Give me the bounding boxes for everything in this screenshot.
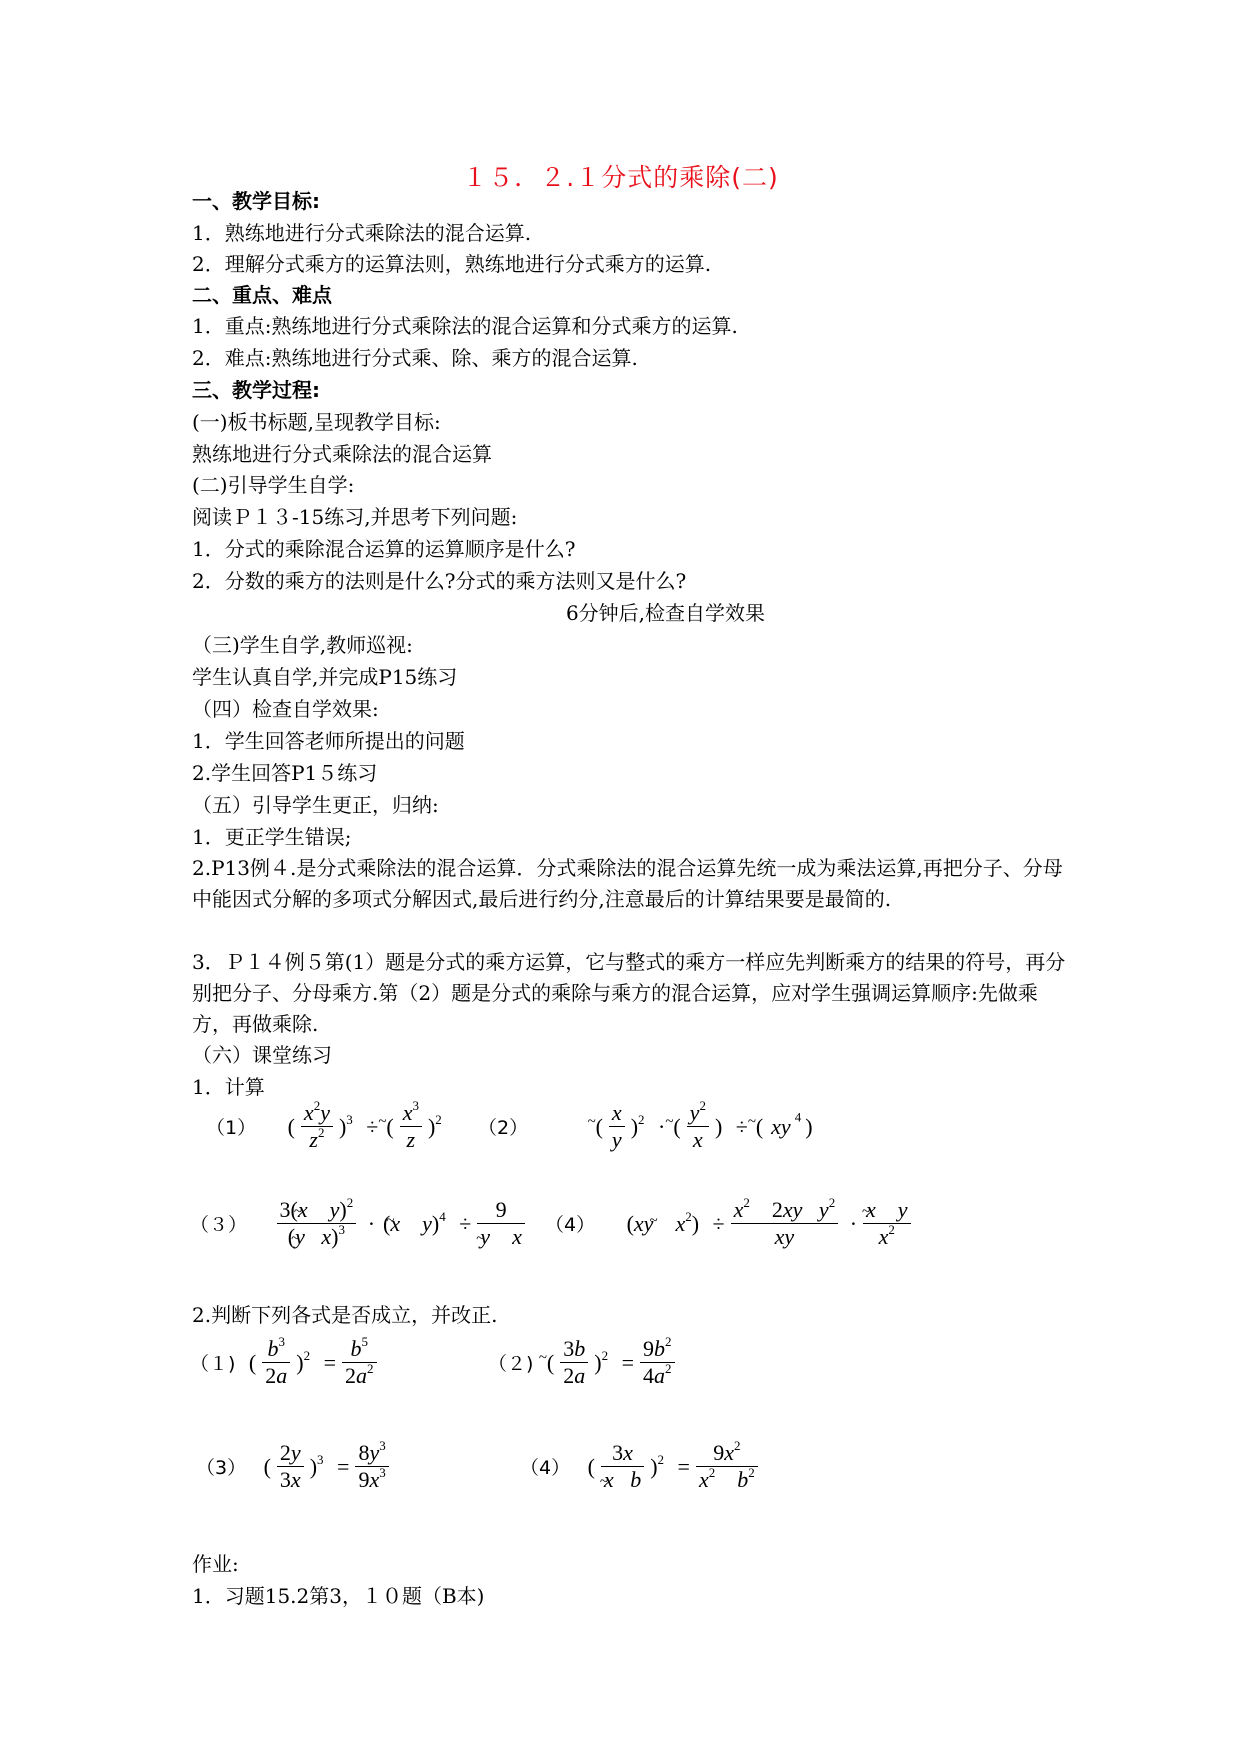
- exercise-label: （2）: [478, 1117, 529, 1139]
- part1-text: 熟练地进行分式乘除法的混合运算: [192, 442, 492, 466]
- exercise-1-1: （1） ( $\frac{x^2y}{z^2}$ )$^3$ ÷ ( $\frac{x^3}{z}$ )$^2$: [206, 1098, 442, 1152]
- exercise-label: （３）: [190, 1214, 248, 1236]
- exercise-label: （4）: [545, 1214, 596, 1236]
- exercise-2-2: （２) ( $\frac{3b}{2a}$ )$^2$ = $\frac{9b^2}{4a^2}$: [488, 1336, 677, 1389]
- exercise-label: （２): [488, 1353, 534, 1375]
- exercise-1-heading: 1．计算: [192, 1075, 265, 1099]
- exercise-2-4: （4） ( $\frac{3x}{\text{x b}}$ )$^2$ = $\frac{9x^2}{x^2 b^2}$: [520, 1440, 760, 1493]
- part5-item-1: 1．更正学生错误;: [192, 825, 352, 849]
- page-title: １５．２.１分式的乘除(二): [462, 163, 779, 192]
- exercise-label: （3）: [196, 1457, 247, 1479]
- exercise-2-heading: 2.判断下列各式是否成立，并改正.: [192, 1303, 498, 1327]
- exercise-2-3: （3） ( $\frac{2y}{3x}$ )$^3$ = $\frac{8y^3}{9x^3}$: [196, 1440, 391, 1493]
- process-heading: 三、教学过程:: [192, 378, 320, 402]
- exercise-1-4: （4） (xy $x^2$) ÷ $\frac{x^2 2xy y^2}{xy}$ · $\frac{\text{x y}}{x^2}$: [545, 1197, 913, 1250]
- part3-text: 学生认真自学,并完成P15练习: [192, 665, 458, 689]
- part4-item-1: 1．学生回答老师所提出的问题: [192, 729, 465, 753]
- exercise-1-3: （３） $\frac{3(x y)^2}{(y x)^3}$ · (x y)$^4$ ÷ $\frac{9}{\text{y x}}$: [190, 1197, 527, 1250]
- part1-heading: (一)板书标题,呈现教学目标:: [192, 410, 441, 434]
- homework-item-1: 1．习题15.2第3，１０题（B本): [192, 1584, 485, 1608]
- goals-heading: 一、教学目标:: [192, 189, 320, 213]
- goal-1: 1．熟练地进行分式乘除法的混合运算.: [192, 221, 532, 245]
- part5-item-3: 3．Ｐ１４例５第(1）题是分式的乘方运算，它与整式的乘方一样应先判断乘方的结果的符号，再分别把分子、分母乘方.第（2）题是分式的乘除与乘方的混合运算，应对学生强调运算顺序:先做乘方，再做乘除.: [192, 950, 1066, 1036]
- part2-text: 阅读Ｐ１３-15练习,并思考下列问题:: [192, 505, 518, 529]
- part2-note: 6分钟后,检查自学效果: [565, 601, 766, 625]
- part6-heading: （六）课堂练习: [192, 1043, 332, 1067]
- exercise-label: （4）: [520, 1457, 571, 1479]
- part4-item-2: 2.学生回答P1５练习: [192, 761, 378, 785]
- exercise-label: （1）: [206, 1117, 257, 1139]
- part4-heading: （四）检查自学效果:: [192, 697, 379, 721]
- key-points-heading: 二、重点、难点: [192, 283, 332, 307]
- exercise-1-2: （2） ( $\frac{x}{y}$ )$^2$ · ( $\frac{y^2}{x}$ ) ÷ ( xy $^4$ ): [478, 1098, 813, 1152]
- exercise-2-1: （１) ( $\frac{b^3}{2a}$ )$^2$ = $\frac{b^5}{2a^2}$: [190, 1336, 379, 1389]
- goal-2: 2．理解分式乘方的运算法则，熟练地进行分式乘方的运算.: [192, 252, 712, 276]
- exercise-label: （１): [190, 1353, 236, 1375]
- part2-question-1: 1．分式的乘除混合运算的运算顺序是什么?: [192, 537, 576, 561]
- key-point-1: 1．重点:熟练地进行分式乘除法的混合运算和分式乘方的运算.: [192, 314, 738, 338]
- part2-question-2: 2．分数的乘方的法则是什么?分式的乘方法则又是什么?: [192, 569, 687, 593]
- part5-item-2: 2.P13例４.是分式乘除法的混合运算．分式乘除法的混合运算先统一成为乘法运算,再把分子、分母中能因式分解的多项式分解因式,最后进行约分,注意最后的计算结果要是最简的.: [192, 856, 1063, 911]
- part5-heading: （五）引导学生更正，归纳:: [192, 793, 439, 817]
- part2-heading: (二)引导学生自学:: [192, 473, 355, 497]
- homework-heading: 作业:: [192, 1552, 239, 1576]
- part3-heading: （三)学生自学,教师巡视:: [192, 633, 413, 657]
- key-point-2: 2．难点:熟练地进行分式乘、除、乘方的混合运算.: [192, 346, 638, 370]
